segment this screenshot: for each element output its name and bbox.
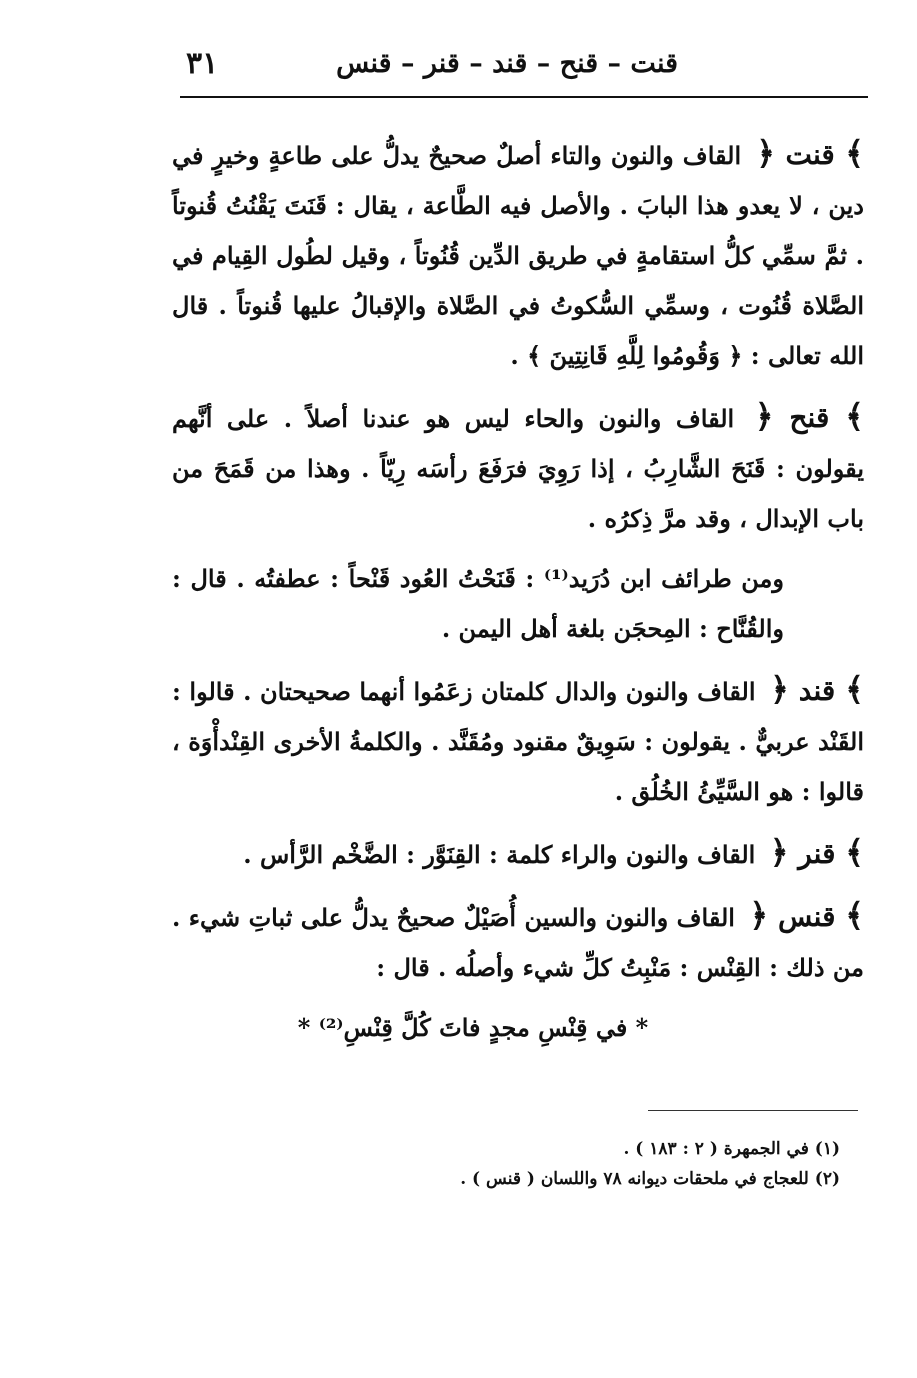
entry-qns — [172, 890, 864, 993]
footnote-rule — [648, 1110, 858, 1111]
footnote-2: (٢) للعجاج في ملحقات ديوانه ٧٨ واللسان ( قنس ) . — [460, 1169, 840, 1189]
dictionary-body — [172, 128, 864, 1063]
headword: ﴾ قند ﴿ — [770, 670, 864, 708]
running-head — [180, 42, 868, 92]
entry-text: القاف والنون والحاء ليس هو عندنا أصلاً . على أنَّهم يقولون : قَنَحَ الشَّارِبُ ، إذا رَوِيَ فرَفَعَ رأسَه رِيّاً . وهذا من قَمَحَ من باب الإبدال ، وقد مرَّ ذِكرُه . — [172, 404, 864, 533]
entry-qnd — [172, 664, 864, 817]
headword: ﴾ قنت ﴿ — [756, 134, 865, 172]
footnote-1: (١) في الجمهرة ( ٢ : ١٨٣ ) . — [623, 1139, 840, 1159]
verse-line: * في قِنْسِ مجدٍ فاتَ كُلَّ قِنْسِ⁽²⁾ * — [297, 1013, 649, 1042]
entry-qnr — [172, 827, 864, 880]
entry-text: القاف والنون والراء كلمة : القِنَوَّر : الضَّخْم الرَّأس . — [243, 840, 756, 869]
headword: ﴾ قنح ﴿ — [754, 397, 865, 435]
headword: ﴾ قنر ﴿ — [769, 833, 864, 871]
entry-text: القاف والنون والتاء أصلٌ صحيحٌ يدلُّ على طاعةٍ وخيرٍ في دين ، لا يعدو هذا البابَ . والأصل فيه الطَّاعة ، يقال : قَنَتَ يَقْنُتُ قُنوتاً . ثمَّ سمِّي كلُّ استقامةٍ في طريق الدِّين قُنُوتاً ، وقيل لطُول القِيام في الصَّلاة قُنُوت ، وسمِّي السُّكوتُ في الصَّلاة والإقبالُ عليها قُنوتاً . قال الله تعالى : ﴿ وَقُومُوا لِلَّهِ قَانِتِينَ ﴾ . — [172, 141, 865, 370]
headword: ﴾ قنس ﴿ — [749, 896, 865, 934]
page-number: ٣١ — [186, 46, 219, 81]
entry-text: القاف والنون والدال كلمتان زعَمُوا أنهما صحيحتان . قالوا : القَنْد عربيٌّ . يقولون : سَوِيقٌ مقنود ومُقَنَّد . والكلمةُ الأخرى القِنْدأْوَة ، قالوا : هو السَّيِّئُ الخُلُق . — [172, 677, 864, 806]
running-title: قنت – قنح – قند – قنر – قنس — [336, 48, 678, 79]
entry-text: ومن طرائف ابن دُرَيد⁽¹⁾ : قَنَحْتُ العُود قَنْحاً : عطفتُه . قال : والقُنَّاح : المِحجَن بلغة أهل اليمن . — [172, 564, 784, 643]
entry-qnt — [172, 128, 864, 381]
entry-text: القاف والنون والسين أُصَيْلٌ صحيحٌ يدلُّ على ثباتِ شيء . من ذلك : القِنْس : مَنْبِتُ كلِّ شيء وأصلُه . قال : — [172, 903, 864, 982]
footnotes — [300, 1134, 840, 1194]
entry-qnh-extra — [172, 554, 864, 654]
header-rule — [180, 96, 868, 98]
entry-qnh — [172, 391, 864, 544]
